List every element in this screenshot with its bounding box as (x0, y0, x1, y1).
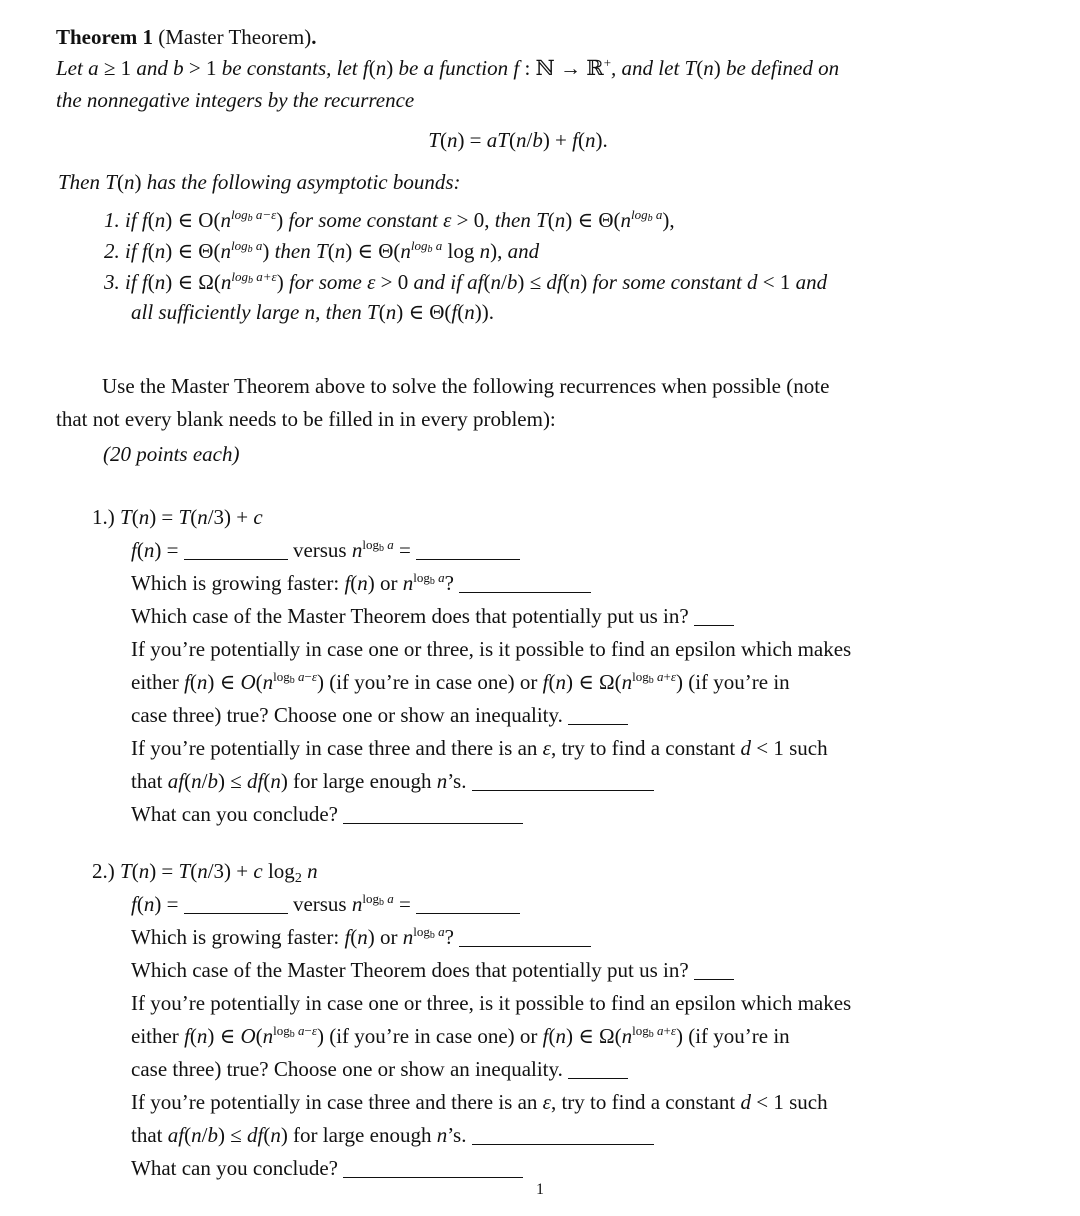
problem-1-eps-blank[interactable] (568, 706, 628, 725)
theorem-label: Theorem 1 (56, 25, 154, 49)
theorem-name: (Master Theorem). (158, 25, 317, 49)
problem-2-d-line-2: that af(n/b) ≤ df(n) for large enough n’s. (131, 1121, 654, 1149)
points-note: (20 points each) (103, 442, 240, 466)
theorem-case-2: 2. if f(n) ∈ $\Theta(n^{log_b a})$ then T(n) ∈ $\Theta(n^{log_b a}$ log n), and (104, 238, 540, 263)
problem-1-recurrence: 1.) T(n) = T(n/3) + c (92, 505, 263, 529)
theorem-case-3-cont: all sufficiently large n, then T(n) ∈ Θ(f(n)). (131, 300, 494, 324)
theorem-case-3: 3. if f(n) ∈ $\Omega(n^{log_b a+\varepsilon})$ for some ε > 0 and if af(n/b) ≤ df(n) for some constant d < 1 and (104, 269, 828, 294)
instructions-line-2: that not every blank needs to be filled in in every problem): (56, 407, 556, 431)
problem-2-d-blank[interactable] (472, 1126, 654, 1145)
problem-2-faster-blank[interactable] (459, 928, 591, 947)
theorem-intro-line-2: the nonnegative integers by the recurrence (56, 88, 415, 112)
problem-2-fn-line: f(n) = versus $n^{log_b a}$ = (131, 890, 520, 918)
problem-2-case-line: Which case of the Master Theorem does that potentially put us in? (131, 956, 734, 984)
theorem-case-1: 1. if f(n) ∈ $O(n^{log_b a-\varepsilon})$ for some constant ε > 0, then T(n) ∈ $\Theta(n^{log_b a})$, (104, 207, 675, 232)
problem-2-eps-line-1: If you’re potentially in case one or three, is it possible to find an epsilon which makes (131, 991, 852, 1015)
problem-2-eps-line-2: either f(n) ∈ $O(n^{log_b a-\varepsilon})$ (if you’re in case one) or f(n) ∈ $\Omega(n^{log_b a+\varepsilon})$ (if you’re in (131, 1023, 790, 1048)
problem-1-eps-line-3: case three) true? Choose one or show an inequality. (131, 701, 628, 729)
problem-1-nlog-blank[interactable] (416, 541, 520, 560)
problem-1-faster-blank[interactable] (459, 574, 591, 593)
problem-1-conclude-line: What can you conclude? (131, 800, 523, 828)
problem-2-case-blank[interactable] (694, 961, 734, 980)
problem-1-fn-line: f(n) = versus $n^{log_b a}$ = (131, 536, 520, 564)
instructions-line-1: Use the Master Theorem above to solve the following recurrences when possible (note (102, 374, 830, 398)
problem-2-eps-line-3: case three) true? Choose one or show an inequality. (131, 1055, 628, 1083)
problem-2-nlog-blank[interactable] (416, 895, 520, 914)
theorem-heading (56, 23, 316, 51)
problem-2-eps-blank[interactable] (568, 1060, 628, 1079)
problem-2-d-line-1: If you’re potentially in case three and there is an ε, try to find a constant d < 1 such (131, 1090, 828, 1114)
problem-2-conclude-line: What can you conclude? (131, 1154, 523, 1182)
problem-2-conclude-blank[interactable] (343, 1159, 523, 1178)
problem-1-conclude-blank[interactable] (343, 805, 523, 824)
problem-1-d-line-1: If you’re potentially in case three and there is an ε, try to find a constant d < 1 such (131, 736, 828, 760)
problem-1-eps-line-1: If you’re potentially in case one or three, is it possible to find an epsilon which makes (131, 637, 852, 661)
problem-1-d-line-2: that af(n/b) ≤ df(n) for large enough n’s. (131, 767, 654, 795)
theorem-then: Then T(n) has the following asymptotic bounds: (58, 170, 461, 194)
problem-2-recurrence: 2.) T(n) = T(n/3) + c $\log_2 n$ (92, 859, 318, 886)
problem-1-d-blank[interactable] (472, 772, 654, 791)
problem-2-faster-line: Which is growing faster: f(n) or $n^{log_b a}$? (131, 923, 591, 951)
problem-1-eps-line-2: either f(n) ∈ $O(n^{log_b a-\varepsilon})$ (if you’re in case one) or f(n) ∈ $\Omega(n^{log_b a+\varepsilon})$ (if you’re in (131, 669, 790, 694)
theorem-recurrence: T(n) = aT(n/b) + f(n). (428, 128, 608, 152)
problem-1-faster-line: Which is growing faster: f(n) or $n^{log_b a}$? (131, 569, 591, 597)
problem-1-fn-blank[interactable] (184, 541, 288, 560)
problem-2-fn-blank[interactable] (184, 895, 288, 914)
problem-1-case-line: Which case of the Master Theorem does that potentially put us in? (131, 602, 734, 630)
page-number: 1 (536, 1181, 544, 1198)
theorem-intro-line-1: Let a ≥ 1 and b > 1 be constants, let f(n) be a function f : ℕ → ℝ+, and let T(n) be defined on (56, 55, 840, 80)
problem-1-case-blank[interactable] (694, 607, 734, 626)
